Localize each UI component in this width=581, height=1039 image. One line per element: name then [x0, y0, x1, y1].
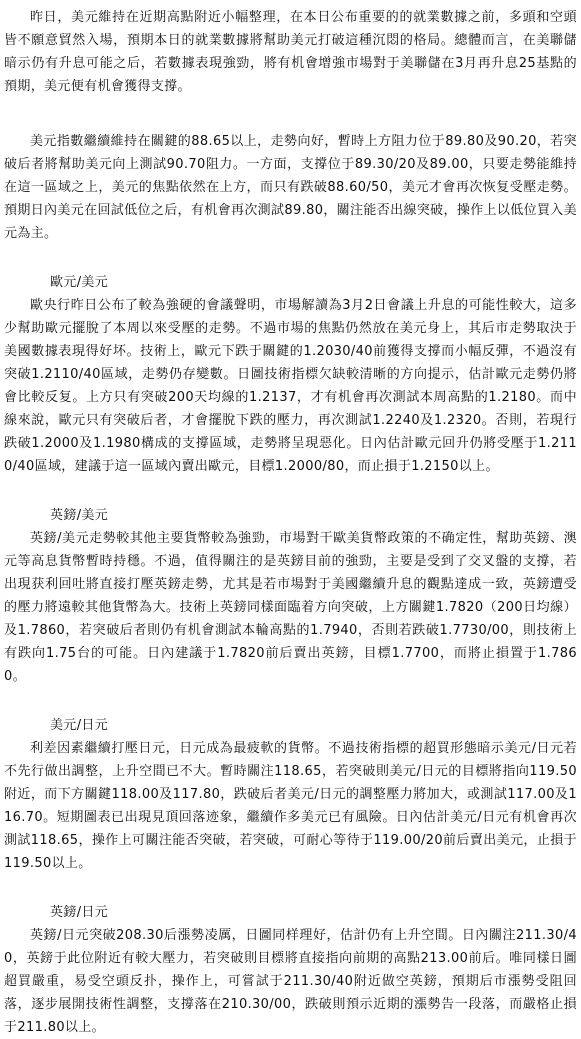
document-body	[4, 6, 577, 1039]
section-eur-usd	[4, 271, 577, 478]
section-heading: 歐元/美元	[50, 275, 109, 290]
section-heading: 英鎊/美元	[50, 508, 109, 523]
spacer	[4, 98, 577, 130]
section-gbp-jpy	[4, 901, 577, 1039]
usd-index-paragraph: 美元指數繼續維持在關鍵的88.65以上，走勢向好，暫時上方阻力位于89.80及90.20，若突破后者將幫助美元向上測試90.70阻力。一方面，支撐位于89.30/20及89.00，只要走勢能維持在這一區域之上，美元的焦點依然在上方，而只有跌破88.60/50，美元才會再次恢复受壓走勢。預期日內美元在回試低位之后，有机會再次測試89.80，關注能否出線突破，操作上以低位買入美元為主。	[4, 134, 577, 241]
section-heading: 美元/日元	[50, 718, 109, 733]
section-body: 英鎊/日元突破208.30后漲勢凌厲，日圖同样理好，估計仍有上升空間。日內關注211.30/40，英鎊于此位附近有較大壓力，若突破則目標將直接指向前期的高點213.00前后。唯同樣日圖超買嚴重，易受空頭反扑，操作上，可嘗試于211.30/40附近做空英鎊，預期后市漲勢受阻回落，逐步展開技術性調整，支撐落在210.30/00，跌破則預示近期的漲勢告一段落，而嚴格止損于211.80以上。	[4, 928, 577, 1035]
spacer	[4, 245, 577, 271]
spacer	[4, 875, 577, 901]
section-usd-jpy	[4, 714, 577, 875]
section-body: 歐央行昨日公布了較為強硬的會議聲明，市場解讀為3月2日會議上升息的可能性較大，這多少幫助歐元擺脫了本周以來受壓的走勢。不過市場的焦點仍然放在美元身上，其后市走勢取決于美國數據表現得好坏。技術上，歐元下跌于關鍵的1.2030/40前獲得支撐而小幅反彈，不過沒有突破1.2110/40區域，走勢仍存變數。日圖技術指標欠缺較清晰的方向提示，估計歐元走勢仍將會比較反复。上方只有突破200天均線的1.2137，才有机會再次測試本周高點的1.2180。而中線來說，歐元只有突破后者，才會擺脫下跌的壓力，再次測試1.2240及1.2320。否則，若現行跌破1.2000及1.1980構成的支撐區域，走勢將呈現惡化。日內估計歐元回升仍將受壓于1.2110/40區域，建議于這一區域內賣出歐元，目標1.2000/80，而止損于1.2150以上。	[4, 298, 577, 474]
section-gbp-usd	[4, 504, 577, 688]
intro-paragraph: 昨日，美元維持在近期高點附近小幅整理，在本日公布重要的的就業數據之前，多頭和空頭皆不願意貿然入場，預期本日的就業數據將幫助美元打破這種沉悶的格局。總體而言，在美聯儲暗示仍有升息可能之后，若數據表現強勁，將有机會增強市場對于美聯儲在3月再升息25基點的預期，美元便有机會獲得支撐。	[4, 10, 577, 94]
spacer	[4, 478, 577, 504]
spacer	[4, 688, 577, 714]
section-body: 英鎊/美元走勢較其他主要貨幣較為強勁，市場對干歐美貨幣政策的不确定性，幫助英鎊、澳元等高息貨幣暫時持穩。不過，值得關注的是英鎊目前的強勁，主要是受到了交叉盤的支撐，若出現获利回吐將直接打壓英鎊走勢，尤其是若市場對于美國繼續升息的觀點達成一致，英鎊遭受的壓力將遠較其他貨幣為大。技術上英鎊同樣面臨着方向突破，上方關鍵1.7820（200日均線）及1.7860，若突破后者則仍有机會測試本輪高點的1.7940，否則若跌破1.7730/00，則技術上有跌向1.75台的可能。日內建議于1.7820前后賣出英鎊，目標1.7700，而將止損置于1.7860。	[4, 531, 577, 684]
section-heading: 英鎊/日元	[50, 905, 109, 920]
section-body: 利差因素繼續打壓日元，日元成為最疲軟的貨幣。不過技術指標的超買形態暗示美元/日元若不先行做出調整，上升空間已不大。暫時關注118.65，若突破則美元/日元的目標將指向119.50附近，而下方關鍵118.00及117.80，跌破后者美元/日元的調整壓力將加大，或測試117.00及116.70。短期圖表已出現見頂回落迹象，繼續作多美元已有風險。日內估計美元/日元有机會再次測試118.65，操作上可關注能否突破，若突破，可耐心等待于119.00/20前后賣出美元，止損于119.50以上。	[4, 741, 577, 871]
